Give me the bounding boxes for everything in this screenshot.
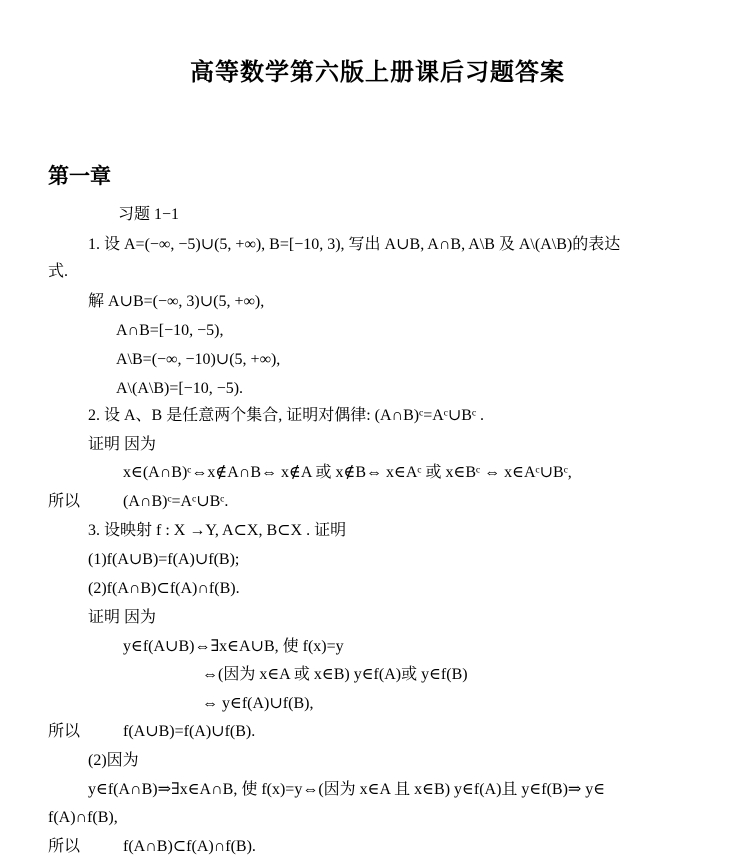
proof-line-3c: ⇔ y∈f(A)∪f(B), — [202, 695, 314, 712]
chapter-heading: 第一章 — [48, 164, 111, 188]
solution-line-1: 解 A∪B=(−∞, 3)∪(5, +∞), — [88, 293, 265, 310]
problem-1-statement-cont: 式. — [48, 263, 69, 280]
proof-intro-3: 证明 因为 — [88, 609, 157, 626]
so-label: 所以 — [48, 493, 81, 510]
solution-line-4: A\(A\B)=[−10, −5). — [116, 380, 244, 397]
so-label: 所以 — [48, 723, 81, 740]
proof-intro-2: 证明 因为 — [88, 436, 157, 453]
conclusion-3a: f(A∪B)=f(A)∪f(B). — [123, 723, 256, 740]
proof-line-3d: y∈f(A∩B)⇒∃x∈A∩B, 使 f(x)=y⇔(因为 x∈A 且 x∈B) y∈f(A)且 y∈f(B)⇒ y∈ — [88, 781, 606, 798]
conclusion-3b: f(A∩B)⊂f(A)∩f(B). — [123, 838, 256, 855]
proof-line-3e: f(A)∩f(B), — [48, 809, 118, 826]
problem-2-statement: 2. 设 A、B 是任意两个集合, 证明对偶律: (A∩B)ᶜ=Aᶜ∪Bᶜ . — [88, 407, 485, 424]
proof-line-3a: y∈f(A∪B)⇔∃x∈A∪B, 使 f(x)=y — [123, 638, 344, 655]
proof-line-2: x∈(A∩B)ᶜ⇔x∉A∩B⇔ x∉A 或 x∉B⇔ x∈Aᶜ 或 x∈Bᶜ ⇔ x∈Aᶜ∪Bᶜ, — [123, 464, 572, 481]
solution-line-3: A\B=(−∞, −10)∪(5, +∞), — [116, 351, 281, 368]
proof-intro-3-part-2: (2)因为 — [88, 752, 139, 769]
problem-3-part-2: (2)f(A∩B)⊂f(A)∩f(B). — [88, 580, 240, 597]
solution-line-2: A∩B=[−10, −5), — [116, 322, 224, 339]
so-label: 所以 — [48, 838, 81, 855]
section-heading: 习题 1−1 — [118, 206, 180, 223]
problem-1-statement: 1. 设 A=(−∞, −5)∪(5, +∞), B=[−10, 3), 写出 A∪B, A∩B, A\B 及 A\(A\B)的表达 — [88, 236, 621, 253]
document-title: 高等数学第六版上册课后习题答案 — [190, 58, 565, 86]
conclusion-2: (A∩B)ᶜ=Aᶜ∪Bᶜ. — [123, 493, 229, 510]
proof-line-3b: ⇔(因为 x∈A 或 x∈B) y∈f(A)或 y∈f(B) — [202, 666, 468, 683]
problem-3-part-1: (1)f(A∪B)=f(A)∪f(B); — [88, 551, 240, 568]
problem-3-statement: 3. 设映射 f : X →Y, A⊂X, B⊂X . 证明 — [88, 522, 347, 539]
